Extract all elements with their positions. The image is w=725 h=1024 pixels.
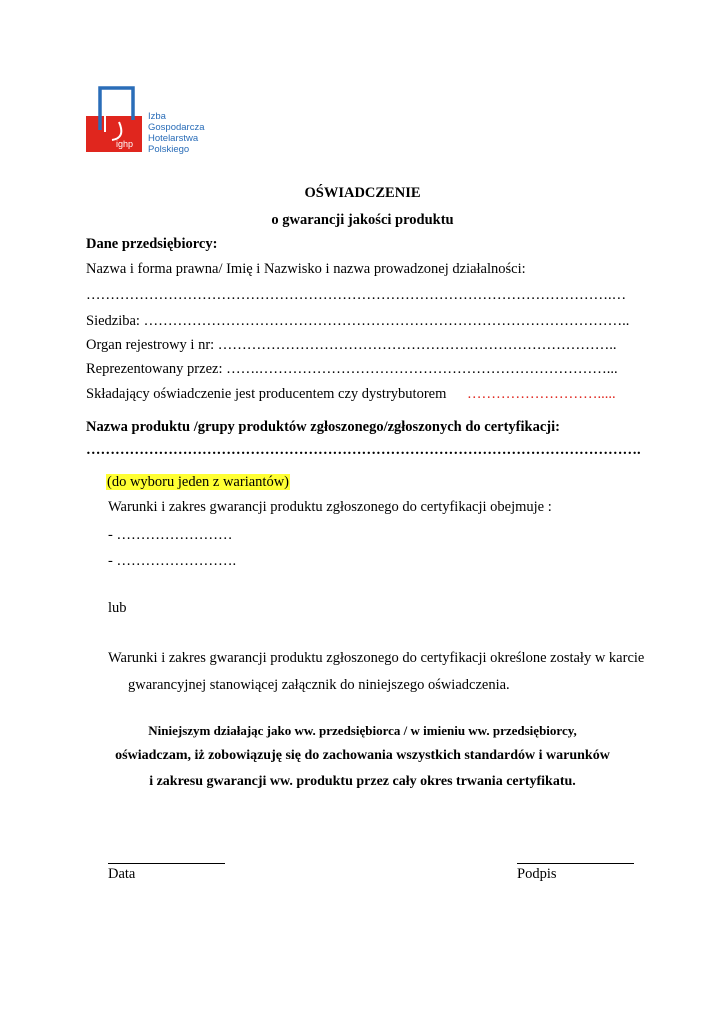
producer-dots-field: ………………………..... bbox=[467, 386, 616, 402]
option1-item: - …………………… bbox=[108, 527, 233, 543]
option2-line2: gwarancyjnej stanowiącej załącznik do niniejszego oświadczenia. bbox=[128, 677, 510, 693]
register-field: Organ rejestrowy i nr: ……………………………………………………………………….. bbox=[86, 337, 617, 353]
product-dots-field: ……………………………………………………………………………………………………. bbox=[86, 442, 641, 458]
product-heading: Nazwa produktu /grupy produktów zgłoszonego/zgłoszonych do certyfikacji: bbox=[86, 419, 560, 435]
representative-field: Reprezentowany przez: …….………………………………………………………………... bbox=[86, 361, 618, 377]
name-dots-field: ……………………………………………………………………………………………….… bbox=[86, 287, 627, 303]
signature-line bbox=[517, 863, 634, 864]
option1-text: Warunki i zakres gwarancji produktu zgłoszonego do certyfikacji obejmuje : bbox=[108, 499, 552, 515]
document-subtitle: o gwarancji jakości produktu bbox=[271, 212, 454, 228]
logo-mark: ighp bbox=[116, 139, 134, 149]
ighp-logo bbox=[86, 80, 142, 152]
date-line bbox=[108, 863, 225, 864]
company-heading: Dane przedsiębiorcy: bbox=[86, 236, 218, 252]
or-label: lub bbox=[108, 600, 127, 616]
logo-line: Izba bbox=[148, 111, 166, 122]
declaration-line1: Niniejszym działając jako ww. przedsiębiorca / w imieniu ww. przedsiębiorcy, bbox=[148, 723, 577, 738]
name-label: Nazwa i forma prawna/ Imię i Nazwisko i nazwa prowadzonej działalności: bbox=[86, 261, 526, 277]
document-title: OŚWIADCZENIE bbox=[304, 185, 421, 201]
producer-label: Składający oświadczenie jest producentem czy dystrybutorem bbox=[86, 386, 447, 402]
date-label: Data bbox=[108, 866, 136, 882]
logo-line: Hotelarstwa bbox=[148, 133, 199, 144]
signature-label: Podpis bbox=[517, 866, 557, 882]
logo-line: Polskiego bbox=[148, 144, 190, 155]
declaration-line2: oświadczam, iż zobowiązuję się do zachowania wszystkich standardów i warunków bbox=[115, 748, 610, 763]
seat-field: Siedziba: ……………………………………………………………………………………….. bbox=[86, 313, 630, 329]
logo-text bbox=[148, 111, 205, 155]
option2-line1: Warunki i zakres gwarancji produktu zgłoszonego do certyfikacji określone zostały w karcie bbox=[108, 650, 645, 666]
choose-note-highlight: (do wyboru jeden z wariantów) bbox=[107, 474, 289, 490]
declaration-line3: i zakresu gwarancji ww. produktu przez cały okres trwania certyfikatu. bbox=[149, 774, 576, 789]
choose-note bbox=[106, 474, 290, 491]
option1-item: - ……………………. bbox=[108, 553, 237, 569]
logo-line: Gospodarcza bbox=[148, 122, 205, 133]
